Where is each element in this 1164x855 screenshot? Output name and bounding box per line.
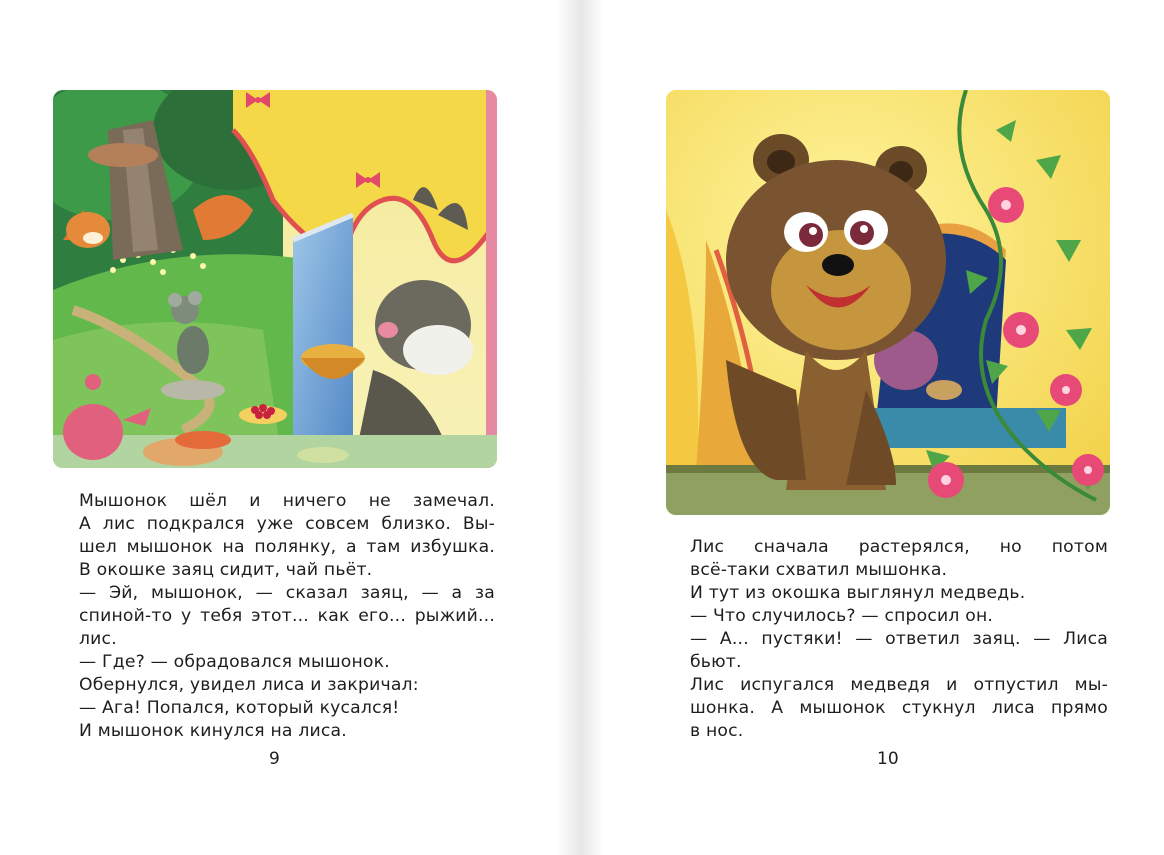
text-line: спиной-то у тебя этот... как его... рыжий... — [79, 606, 495, 626]
text-line: А лис подкрался уже совсем близко. Вы- — [79, 514, 495, 534]
text-line: В окошке заяц сидит, чай пьёт. — [79, 560, 373, 580]
text-line: И мышонок кинулся на лиса. — [79, 721, 347, 741]
text-line: Лис испугался медведя и отпустил мы- — [690, 675, 1108, 695]
text-line: — Что случилось? — спросил он. — [690, 606, 994, 626]
text-line: Лис сначала растерялся, но потом — [690, 537, 1108, 557]
page-text — [79, 490, 495, 743]
page-right — [582, 0, 1164, 855]
text-line: бьют. — [690, 652, 742, 672]
text-line: в нос. — [690, 721, 744, 741]
illustration-bear-in-window — [666, 90, 1110, 515]
page-number: 10 — [877, 749, 899, 769]
page-number: 9 — [269, 749, 280, 769]
text-line: Мышонок шёл и ничего не замечал. — [79, 491, 495, 511]
text-line: шонка. А мышонок стукнул лиса прямо — [690, 698, 1108, 718]
page-text — [690, 536, 1108, 743]
text-line: Обернулся, увидел лиса и закричал: — [79, 675, 419, 695]
text-line: лис. — [79, 629, 117, 649]
text-line: — А... пустяки! — ответил заяц. — Лиса — [690, 629, 1108, 649]
text-line: И тут из окошка выглянул медведь. — [690, 583, 1026, 603]
gutter-shadow — [556, 0, 582, 855]
text-line: — Эй, мышонок, — сказал заяц, — а за — [79, 583, 495, 603]
text-line: — Ага! Попался, который кусался! — [79, 698, 400, 718]
text-line: — Где? — обрадовался мышонок. — [79, 652, 390, 672]
gutter-shadow — [582, 0, 604, 855]
text-line: шел мышонок на полянку, а там избушка. — [79, 537, 495, 557]
illustration-fox-mouse-hare — [53, 90, 497, 468]
text-line: всё-таки схватил мышонка. — [690, 560, 948, 580]
